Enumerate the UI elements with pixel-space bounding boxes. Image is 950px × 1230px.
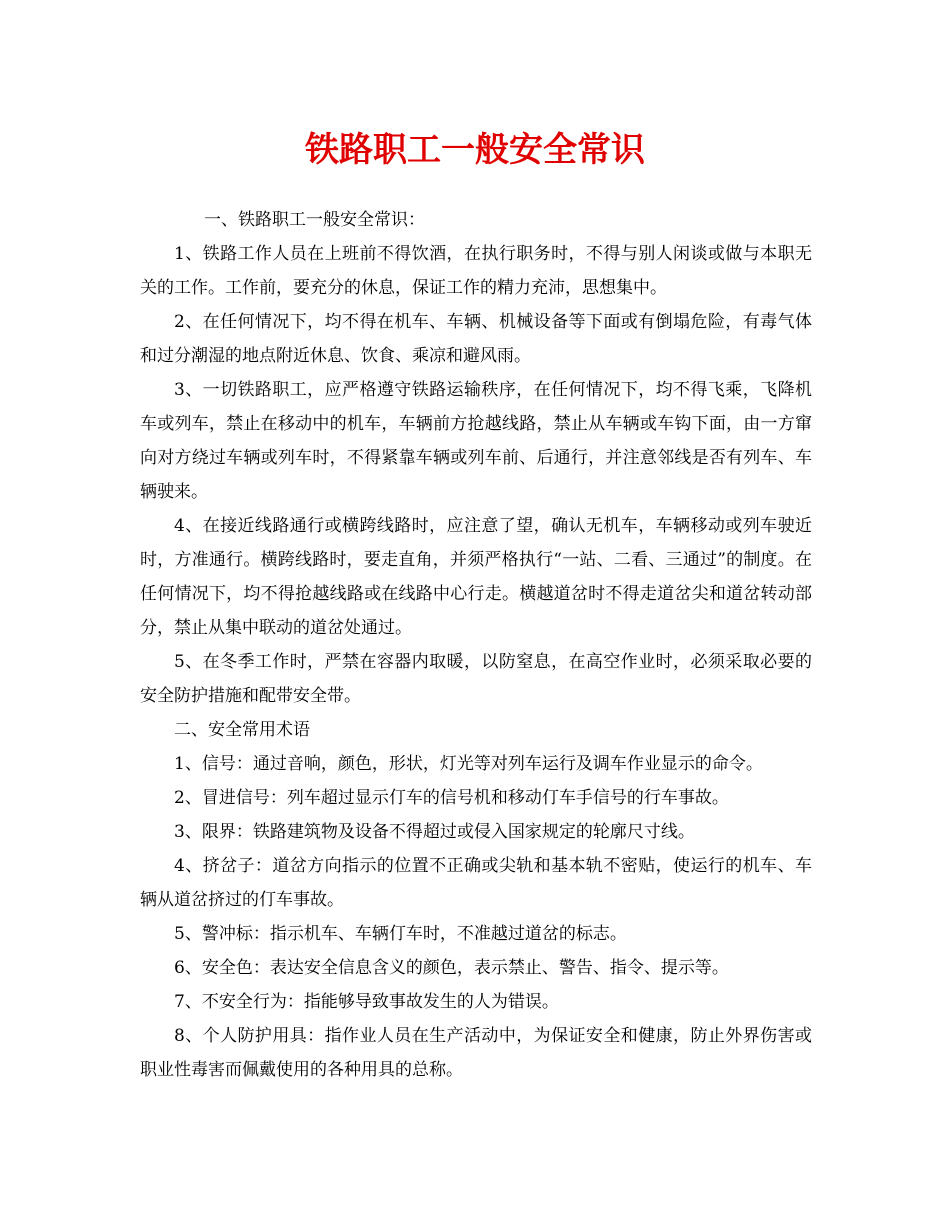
paragraph: 4、在接近线路通行或横跨线路时，应注意了望，确认无机车，车辆移动或列车驶近时，方准通行。横跨线路时，要走直角，并须严格执行“一站、二看、三通过”的制度。在任何情况下，均不得抢越线路或在线路中心行走。横越道岔时不得走道岔尖和道岔转动部分，禁止从集中联动的道岔处通过。: [140, 516, 812, 638]
paragraph: 1、信号：通过音响，颜色，形状，灯光等对列车运行及调车作业显示的命令。: [174, 754, 763, 774]
section-heading: 一、铁路职工一般安全常识：: [204, 210, 425, 230]
document-title: 铁路职工一般安全常识: [305, 130, 645, 170]
paragraph: 2、在任何情况下，均不得在机车、车辆、机械设备等下面或有倒塌危险，有毒气体和过分潮湿的地点附近休息、饮食、乘凉和避风雨。: [140, 312, 812, 366]
paragraph: 7、不安全行为：指能够导致事故发生的人为错误。: [174, 992, 559, 1012]
section-heading: 二、安全常用术语: [174, 720, 310, 740]
paragraph: 1、铁路工作人员在上班前不得饮酒，在执行职务时，不得与别人闲谈或做与本职无关的工作。工作前，要充分的休息，保证工作的精力充沛，思想集中。: [140, 244, 812, 298]
paragraph: 5、警冲标：指示机车、车辆仃车时，不准越过道岔的标志。: [174, 924, 627, 944]
paragraph: 3、一切铁路职工，应严格遵守铁路运输秩序，在任何情况下，均不得飞乘，飞降机车或列车，禁止在移动中的机车，车辆前方抢越线路，禁止从车辆或车钩下面，由一方窜向对方绕过车辆或列车时，不得紧靠车辆或列车前、后通行，并注意邻线是否有列车、车辆驶来。: [140, 380, 812, 502]
paragraph: 6、安全色：表达安全信息含义的颜色，表示禁止、警告、指令、提示等。: [174, 958, 729, 978]
paragraph: 2、冒进信号：列车超过显示仃车的信号机和移动仃车手信号的行车事故。: [174, 788, 729, 808]
document-body: [140, 203, 812, 1087]
paragraph: 3、限界：铁路建筑物及设备不得超过或侵入国家规定的轮廓尺寸线。: [174, 822, 695, 842]
paragraph: 8、个人防护用具：指作业人员在生产活动中，为保证安全和健康，防止外界伤害或职业性毒害而佩戴使用的各种用具的总称。: [140, 1026, 812, 1080]
paragraph: 4、挤岔子：道岔方向指示的位置不正确或尖轨和基本轨不密贴，使运行的机车、车辆从道岔挤过的仃车事故。: [140, 856, 812, 910]
paragraph: 5、在冬季工作时，严禁在容器内取暖，以防窒息，在高空作业时，必须采取必要的安全防护措施和配带安全带。: [140, 652, 812, 706]
